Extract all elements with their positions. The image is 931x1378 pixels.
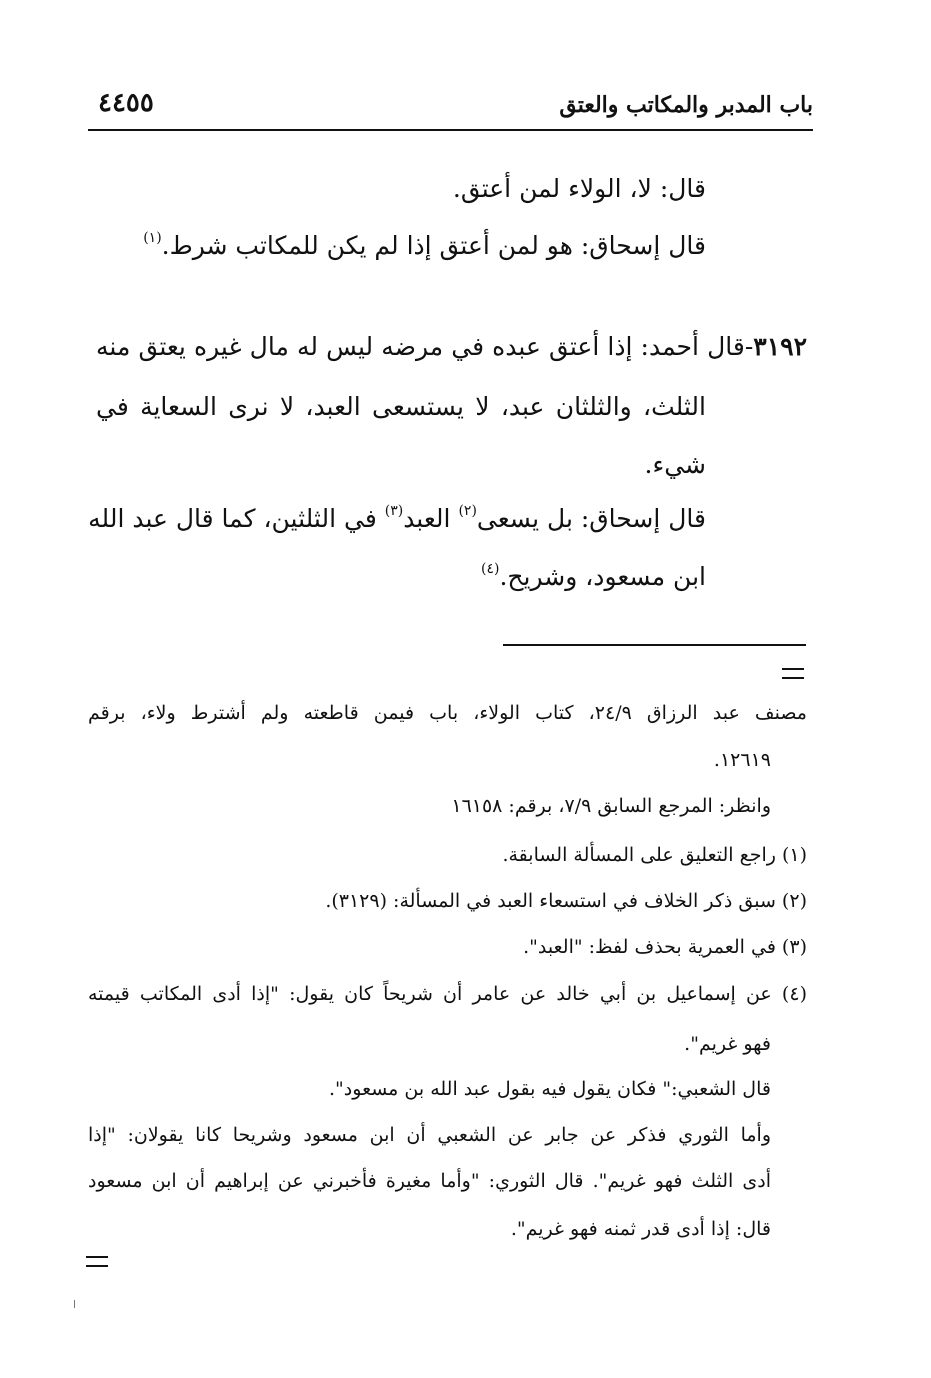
running-header-title: باب المدبر والمكاتب والعتق [559, 92, 813, 118]
footnote-3: (٣) في العمرية بحذف لفظ: "العبد". [523, 936, 807, 958]
footnote-1: (١) راجع التعليق على المسألة السابقة. [502, 844, 807, 866]
footnote-4-line: أدى الثلث فهو غريم". قال الثوري: "وأما مغيرة فأخبرني عن إبراهيم أن ابن مسعود [88, 1170, 771, 1192]
entry-text: -قال أحمد: إذا أعتق عبده في مرضه ليس له مال غيره يعتق منه [96, 332, 754, 361]
body-line [143, 231, 706, 258]
footnote-4-line: وأما الثوري فذكر عن جابر عن الشعبي أن ابن مسعود وشريحا كانا يقولان: "إذا [88, 1124, 771, 1146]
continuation-mark [782, 668, 804, 679]
footnote-2: (٢) سبق ذكر الخلاف في استسعاء العبد في المسألة: (٣١٢٩). [325, 890, 807, 912]
entry-number: ٣١٩٢ [753, 332, 807, 361]
footnote-ref: (٤) [480, 561, 500, 577]
body-line: الثلث، والثلثان عبد، لا يستسعى العبد، لا نرى السعاية في [96, 392, 706, 421]
footnote-ref: (٢) [458, 503, 477, 519]
body-text: العبد [403, 504, 459, 533]
footnote-4-line: قال: إذا أدى قدر ثمنه فهو غريم". [510, 1218, 771, 1240]
footnote-4-line: فهو غريم". [684, 1033, 771, 1055]
continuation-mark [86, 1256, 108, 1267]
scan-mark [74, 1300, 75, 1308]
footnote-4-line: قال الشعبي:" فكان يقول فيه بقول عبد الله بن مسعود". [329, 1078, 771, 1100]
header-rule [88, 129, 813, 131]
body-line [481, 562, 706, 589]
footnote-line: وانظر: المرجع السابق ٧/٩، برقم: ١٦١٥٨ [451, 795, 771, 817]
footnote-line: ١٢٦١٩. [713, 749, 771, 771]
body-text: ابن مسعود، وشريح. [499, 562, 706, 591]
footnote-ref: (٣) [384, 503, 404, 519]
footnote-4-line: (٤) عن إسماعيل بن أبي خالد عن عامر أن شريحاً كان يقول: "إذا أدى المكاتب قيمته [88, 983, 807, 1005]
body-line: شيء. [644, 450, 706, 479]
entry-first-line [96, 334, 807, 359]
footnote-ref: (١) [143, 230, 162, 246]
body-text: في الثلثين، كما قال عبد الله [88, 504, 385, 533]
page-number: ٤٤٥٥ [98, 88, 154, 118]
body-text: قال إسحاق: بل يسعى [476, 504, 706, 533]
body-line [88, 503, 706, 533]
footnote-line: مصنف عبد الرزاق ٢٤/٩، كتاب الولاء، باب فيمن قاطعته ولم أشترط ولاء، برقم [88, 702, 807, 724]
body-line: قال: لا، الولاء لمن أعتق. [452, 174, 706, 203]
body-text: قال إسحاق: هو لمن أعتق إذا لم يكن للمكاتب شرط. [161, 231, 706, 260]
footnote-separator [503, 644, 806, 646]
